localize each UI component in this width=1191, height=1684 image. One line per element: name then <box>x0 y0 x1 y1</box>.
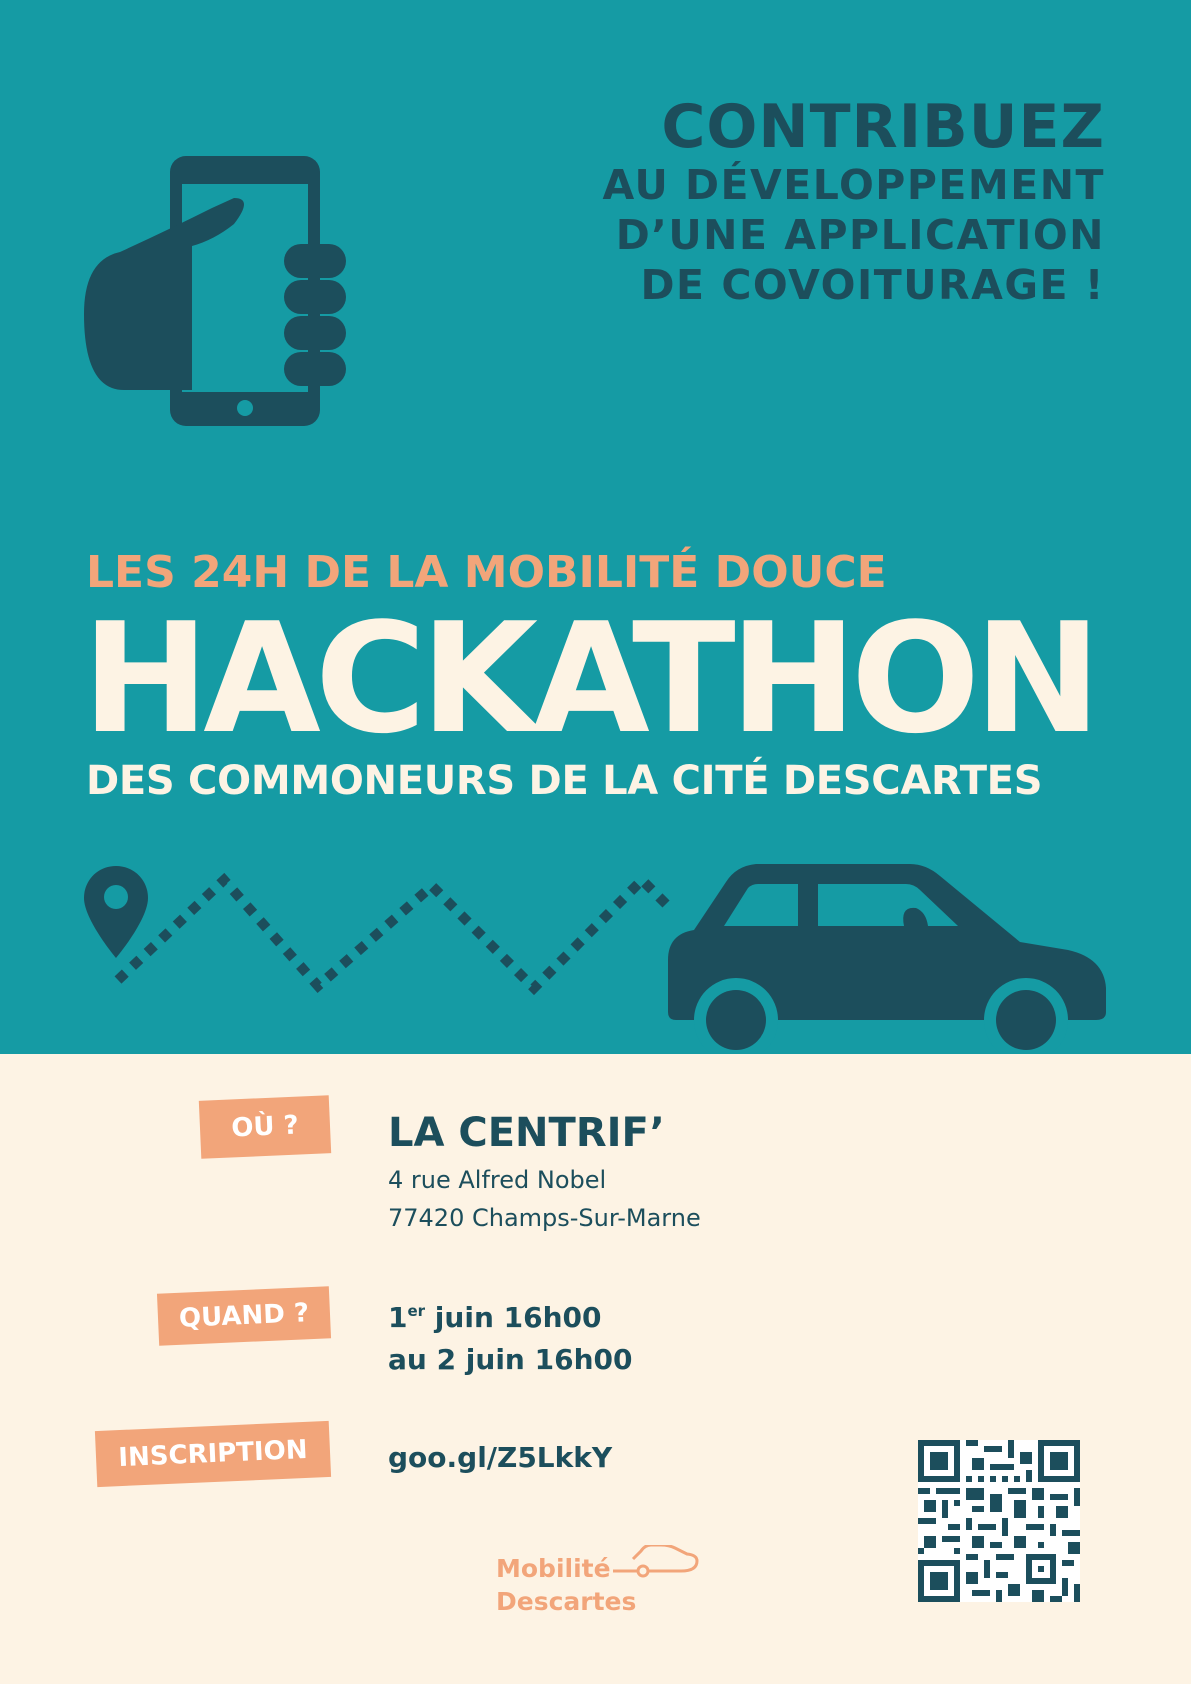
car-icon <box>656 860 1108 1054</box>
venue-name: LA CENTRIF’ <box>388 1110 665 1156</box>
when-label <box>157 1286 331 1345</box>
start-day: 1 <box>388 1301 408 1334</box>
registration-link[interactable]: goo.gl/Z5LkkY <box>388 1441 613 1474</box>
logo-line-1 <box>496 1545 703 1585</box>
logo-text-1: Mobilité <box>496 1554 611 1583</box>
dotted-route <box>110 872 680 998</box>
qr-code[interactable] <box>918 1440 1080 1602</box>
event-tagline: DES COMMONEURS DE LA CITÉ DESCARTES <box>86 758 1043 804</box>
hand-phone-icon <box>84 154 354 428</box>
address-line-2: 77420 Champs-Sur-Marne <box>388 1204 701 1232</box>
where-label-text: OÙ ? <box>230 1110 300 1144</box>
headline-line-3: D’UNE APPLICATION <box>615 211 1105 259</box>
headline <box>602 94 1105 310</box>
logo-car-icon <box>611 1545 703 1581</box>
address-line-1: 4 rue Alfred Nobel <box>388 1166 607 1194</box>
where-label <box>199 1095 331 1159</box>
registration-label-text: INSCRIPTION <box>117 1434 309 1474</box>
logo <box>496 1545 703 1618</box>
headline-line-1: CONTRIBUEZ <box>661 92 1105 162</box>
logo-line-2: Descartes <box>496 1587 637 1616</box>
headline-line-2: AU DÉVELOPPEMENT <box>602 161 1105 209</box>
event-subtitle: LES 24H DE LA MOBILITÉ DOUCE <box>86 547 887 598</box>
registration-label <box>95 1421 331 1487</box>
headline-line-4: DE COVOITURAGE ! <box>640 261 1105 309</box>
start-time: juin 16h00 <box>425 1301 602 1334</box>
end-date: au 2 juin 16h00 <box>388 1343 633 1376</box>
start-day-suffix: er <box>407 1302 426 1320</box>
when-label-text: QUAND ? <box>178 1298 310 1334</box>
event-title: HACKATHON <box>82 590 1096 767</box>
start-date <box>388 1298 601 1338</box>
